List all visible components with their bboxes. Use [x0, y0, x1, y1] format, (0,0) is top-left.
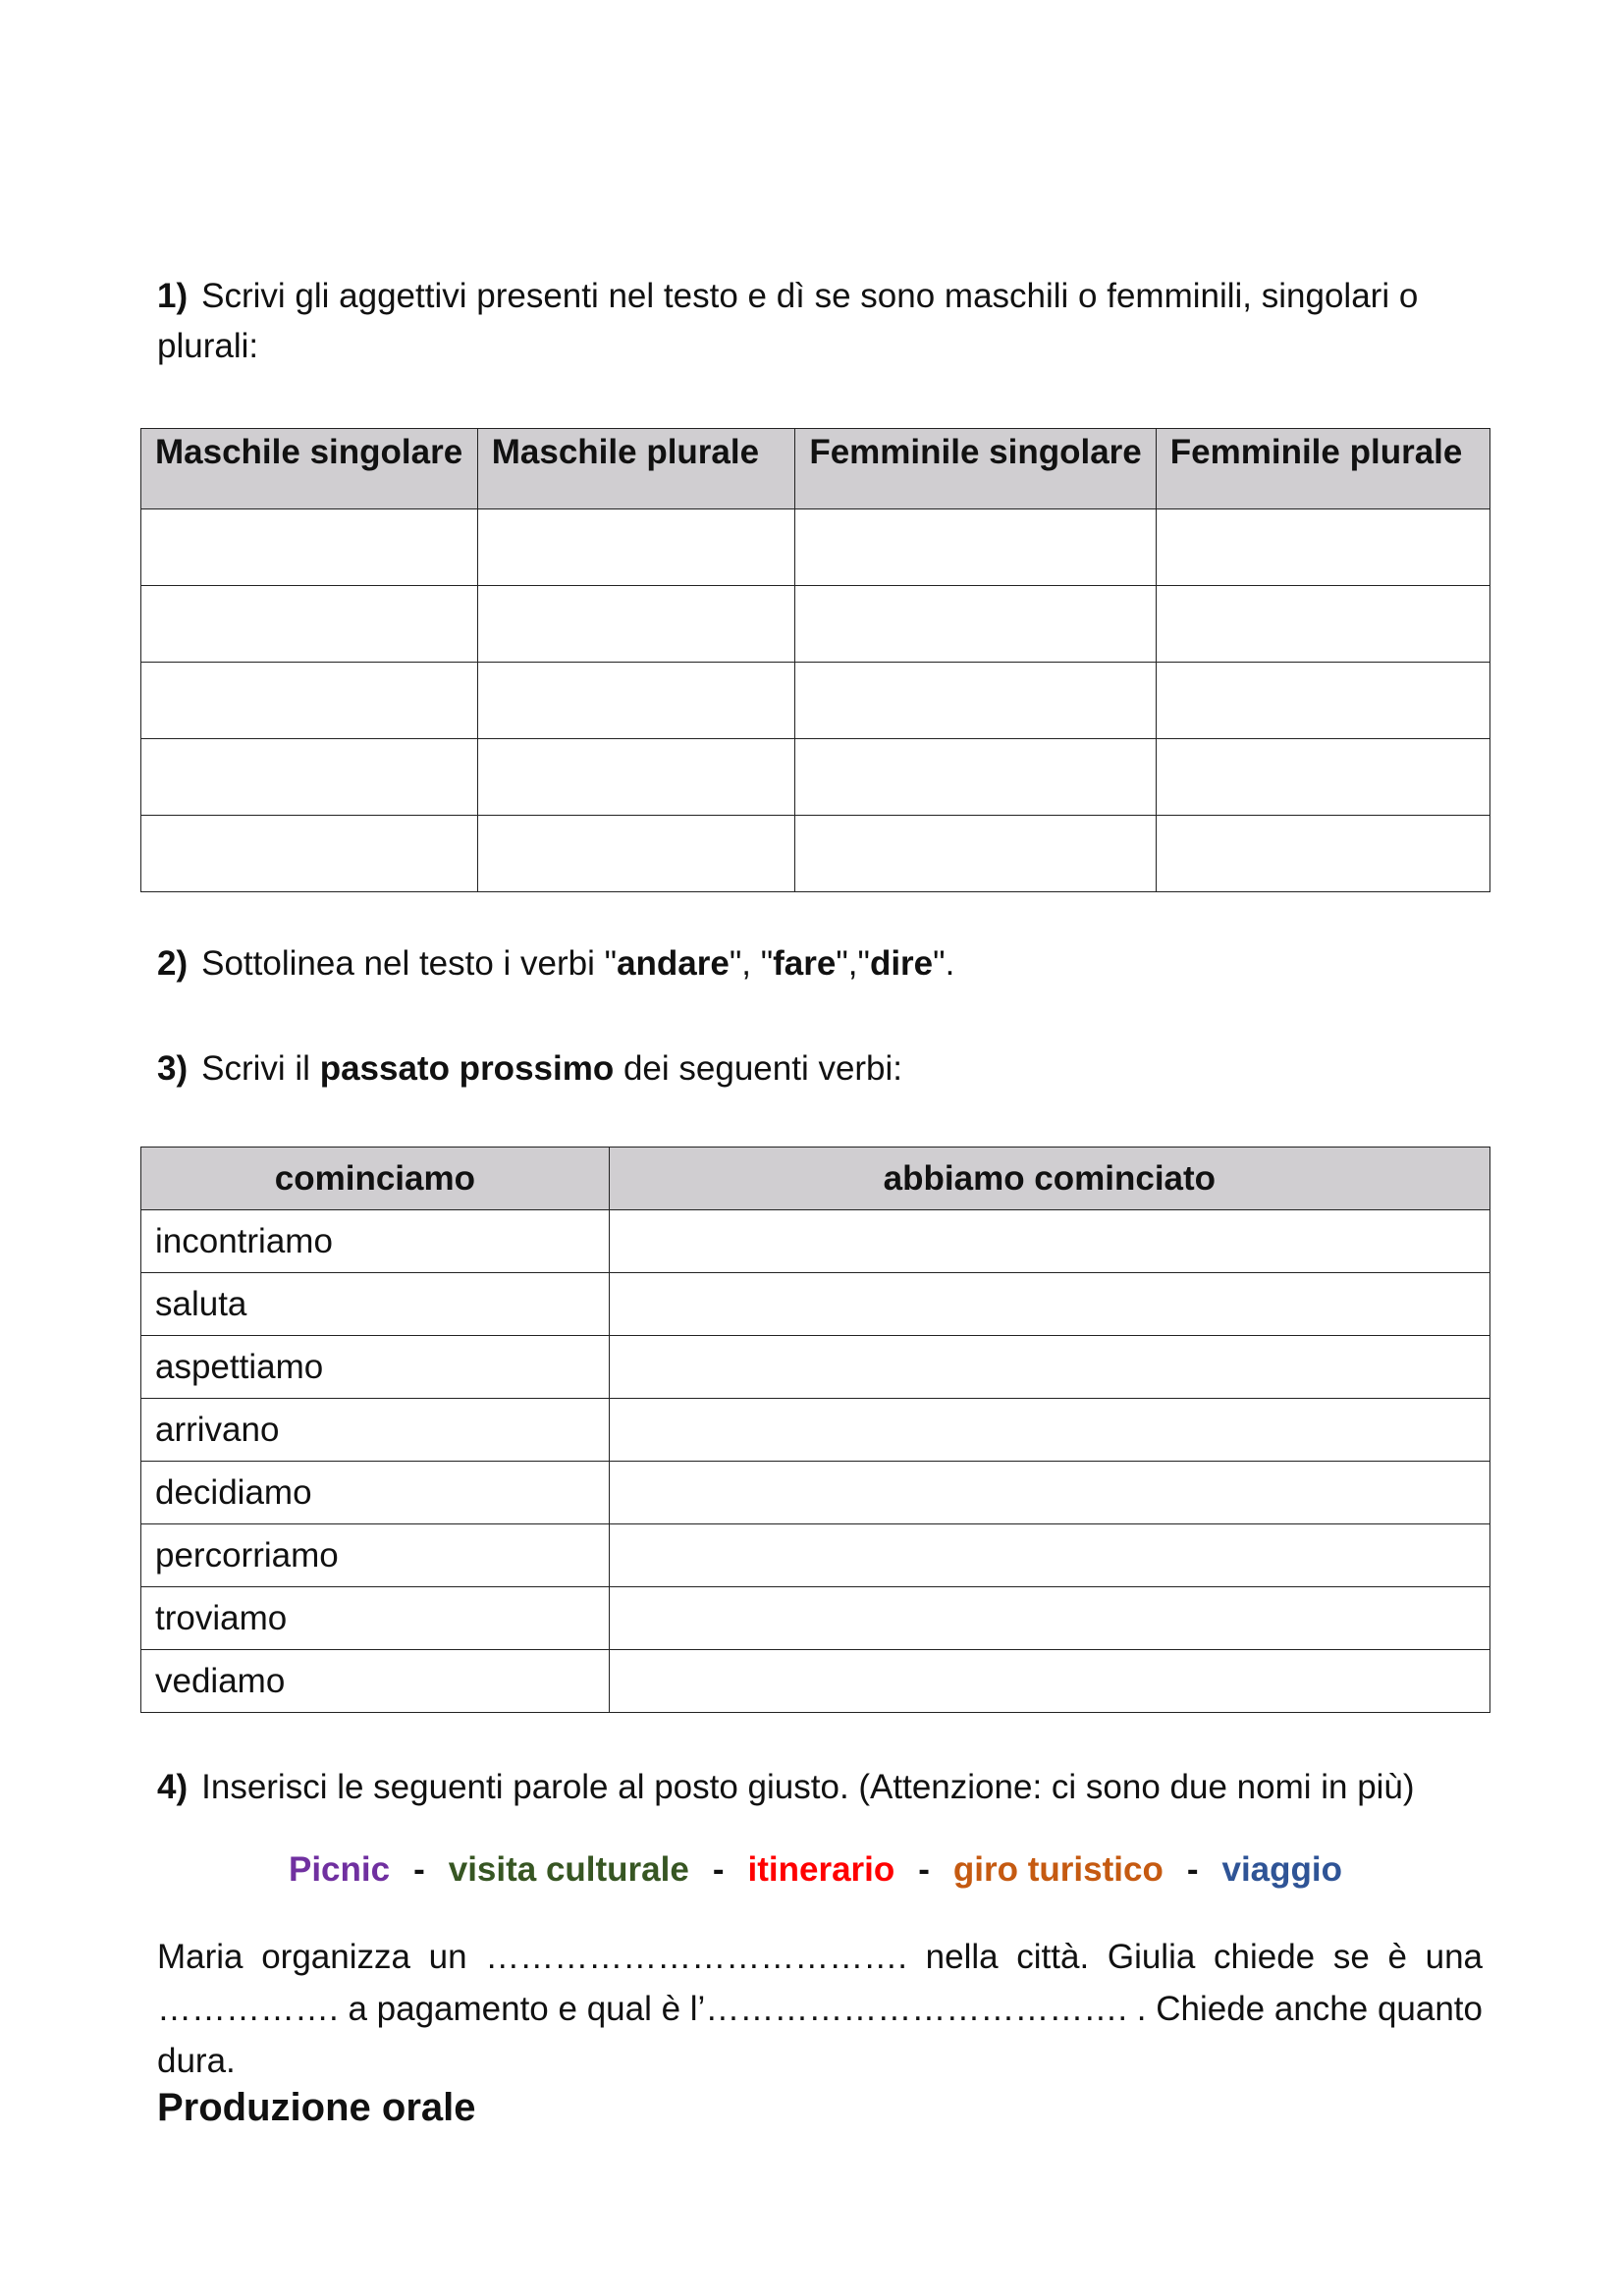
answer-cell[interactable]	[141, 586, 478, 663]
exercise-2-sep-2: ","	[836, 944, 870, 983]
fill-in-paragraph: Maria organizza un ………………………………. nella città. Giulia chiede se è una ……………. a pagamento e qual è l’………………………………. . Chiede anche quanto dura.	[157, 1938, 1483, 2080]
verb-andare: andare	[617, 944, 730, 983]
verbs-header-left: cominciamo	[141, 1148, 610, 1210]
answer-cell[interactable]	[141, 816, 478, 892]
passato-answer-cell[interactable]	[609, 1336, 1489, 1399]
adjectives-table-row	[141, 509, 1490, 586]
answer-cell[interactable]	[1156, 586, 1489, 663]
answer-cell[interactable]	[795, 816, 1156, 892]
answer-cell[interactable]	[1156, 509, 1489, 586]
answer-cell[interactable]	[795, 739, 1156, 816]
word-bank-item: itinerario	[747, 1850, 895, 1889]
header-masc-plur: Maschile plurale	[477, 429, 795, 509]
exercise-3-text-post: dei seguenti verbi:	[614, 1049, 903, 1088]
word-bank-item: visita culturale	[448, 1850, 689, 1889]
passato-answer-cell[interactable]	[609, 1399, 1489, 1462]
answer-cell[interactable]	[477, 586, 795, 663]
verbs-table-row	[141, 1273, 1490, 1336]
exercise-3-instruction	[157, 1043, 1483, 1094]
word-bank-item: viaggio	[1221, 1850, 1343, 1889]
exercise-3-text-pre: Scrivi il	[201, 1049, 320, 1088]
verb-cell: percorriamo	[141, 1524, 610, 1587]
word-separator: -	[1186, 1850, 1199, 1889]
verbs-header-right: abbiamo cominciato	[609, 1148, 1489, 1210]
exercise-3-bold: passato prossimo	[319, 1049, 615, 1088]
exercise-1-instruction	[157, 271, 1483, 371]
verb-cell: incontriamo	[141, 1210, 610, 1273]
verb-cell: troviamo	[141, 1587, 610, 1650]
verb-cell: arrivano	[141, 1399, 610, 1462]
verbs-table-row	[141, 1462, 1490, 1524]
word-bank	[140, 1845, 1490, 1895]
word-bank-item: Picnic	[288, 1850, 391, 1889]
adjectives-table-row	[141, 816, 1490, 892]
exercise-1-number: 1)	[157, 277, 189, 315]
verbs-table-row	[141, 1336, 1490, 1399]
word-bank-item: giro turistico	[952, 1850, 1164, 1889]
passato-answer-cell[interactable]	[609, 1273, 1489, 1336]
passato-answer-cell[interactable]	[609, 1462, 1489, 1524]
exercise-2-text-pre: Sottolinea nel testo i verbi "	[201, 944, 618, 983]
answer-cell[interactable]	[477, 509, 795, 586]
exercise-3-number: 3)	[157, 1049, 189, 1088]
word-separator: -	[413, 1850, 425, 1889]
word-separator: -	[712, 1850, 725, 1889]
exercise-2-number: 2)	[157, 944, 189, 983]
verb-cell: vediamo	[141, 1650, 610, 1713]
answer-cell[interactable]	[795, 509, 1156, 586]
exercise-4-number: 4)	[157, 1768, 189, 1806]
header-masc-sing: Maschile singolare	[141, 429, 478, 509]
verb-dire: dire	[869, 944, 934, 983]
word-separator: -	[918, 1850, 930, 1889]
section-heading: Produzione orale	[157, 2086, 476, 2129]
verbs-table-row	[141, 1210, 1490, 1273]
adjectives-table-row	[141, 663, 1490, 739]
adjectives-table	[140, 428, 1490, 892]
header-fem-sing: Femminile singolare	[795, 429, 1156, 509]
answer-cell[interactable]	[1156, 663, 1489, 739]
adjectives-table-header	[141, 429, 1490, 509]
verb-cell: aspettiamo	[141, 1336, 610, 1399]
answer-cell[interactable]	[477, 663, 795, 739]
exercise-4-text: Inserisci le seguenti parole al posto giusto. (Attenzione: ci sono due nomi in più)	[201, 1768, 1415, 1806]
answer-cell[interactable]	[1156, 739, 1489, 816]
answer-cell[interactable]	[141, 663, 478, 739]
answer-cell[interactable]	[477, 816, 795, 892]
exercise-2-sep-1: ", "	[729, 944, 774, 983]
passato-answer-cell[interactable]	[609, 1650, 1489, 1713]
verb-cell: decidiamo	[141, 1462, 610, 1524]
adjectives-table-row	[141, 739, 1490, 816]
passato-answer-cell[interactable]	[609, 1210, 1489, 1273]
verbs-table-row	[141, 1399, 1490, 1462]
exercise-2-text-post: ".	[933, 944, 955, 983]
header-fem-plur: Femminile plurale	[1156, 429, 1489, 509]
answer-cell[interactable]	[141, 739, 478, 816]
answer-cell[interactable]	[1156, 816, 1489, 892]
answer-cell[interactable]	[795, 586, 1156, 663]
exercise-4-instruction	[157, 1762, 1483, 1812]
exercise-1-text: Scrivi gli aggettivi presenti nel testo e dì se sono maschili o femminili, singolari o plurali:	[157, 277, 1419, 365]
passato-answer-cell[interactable]	[609, 1524, 1489, 1587]
answer-cell[interactable]	[141, 509, 478, 586]
verb-fare: fare	[773, 944, 837, 983]
verbs-table-header	[141, 1148, 1490, 1210]
verbs-table	[140, 1147, 1490, 1713]
verbs-table-row	[141, 1650, 1490, 1713]
verbs-table-row	[141, 1587, 1490, 1650]
passato-answer-cell[interactable]	[609, 1587, 1489, 1650]
adjectives-table-row	[141, 586, 1490, 663]
answer-cell[interactable]	[795, 663, 1156, 739]
answer-cell[interactable]	[477, 739, 795, 816]
exercise-2-instruction	[157, 938, 1483, 988]
verb-cell: saluta	[141, 1273, 610, 1336]
verbs-table-row	[141, 1524, 1490, 1587]
